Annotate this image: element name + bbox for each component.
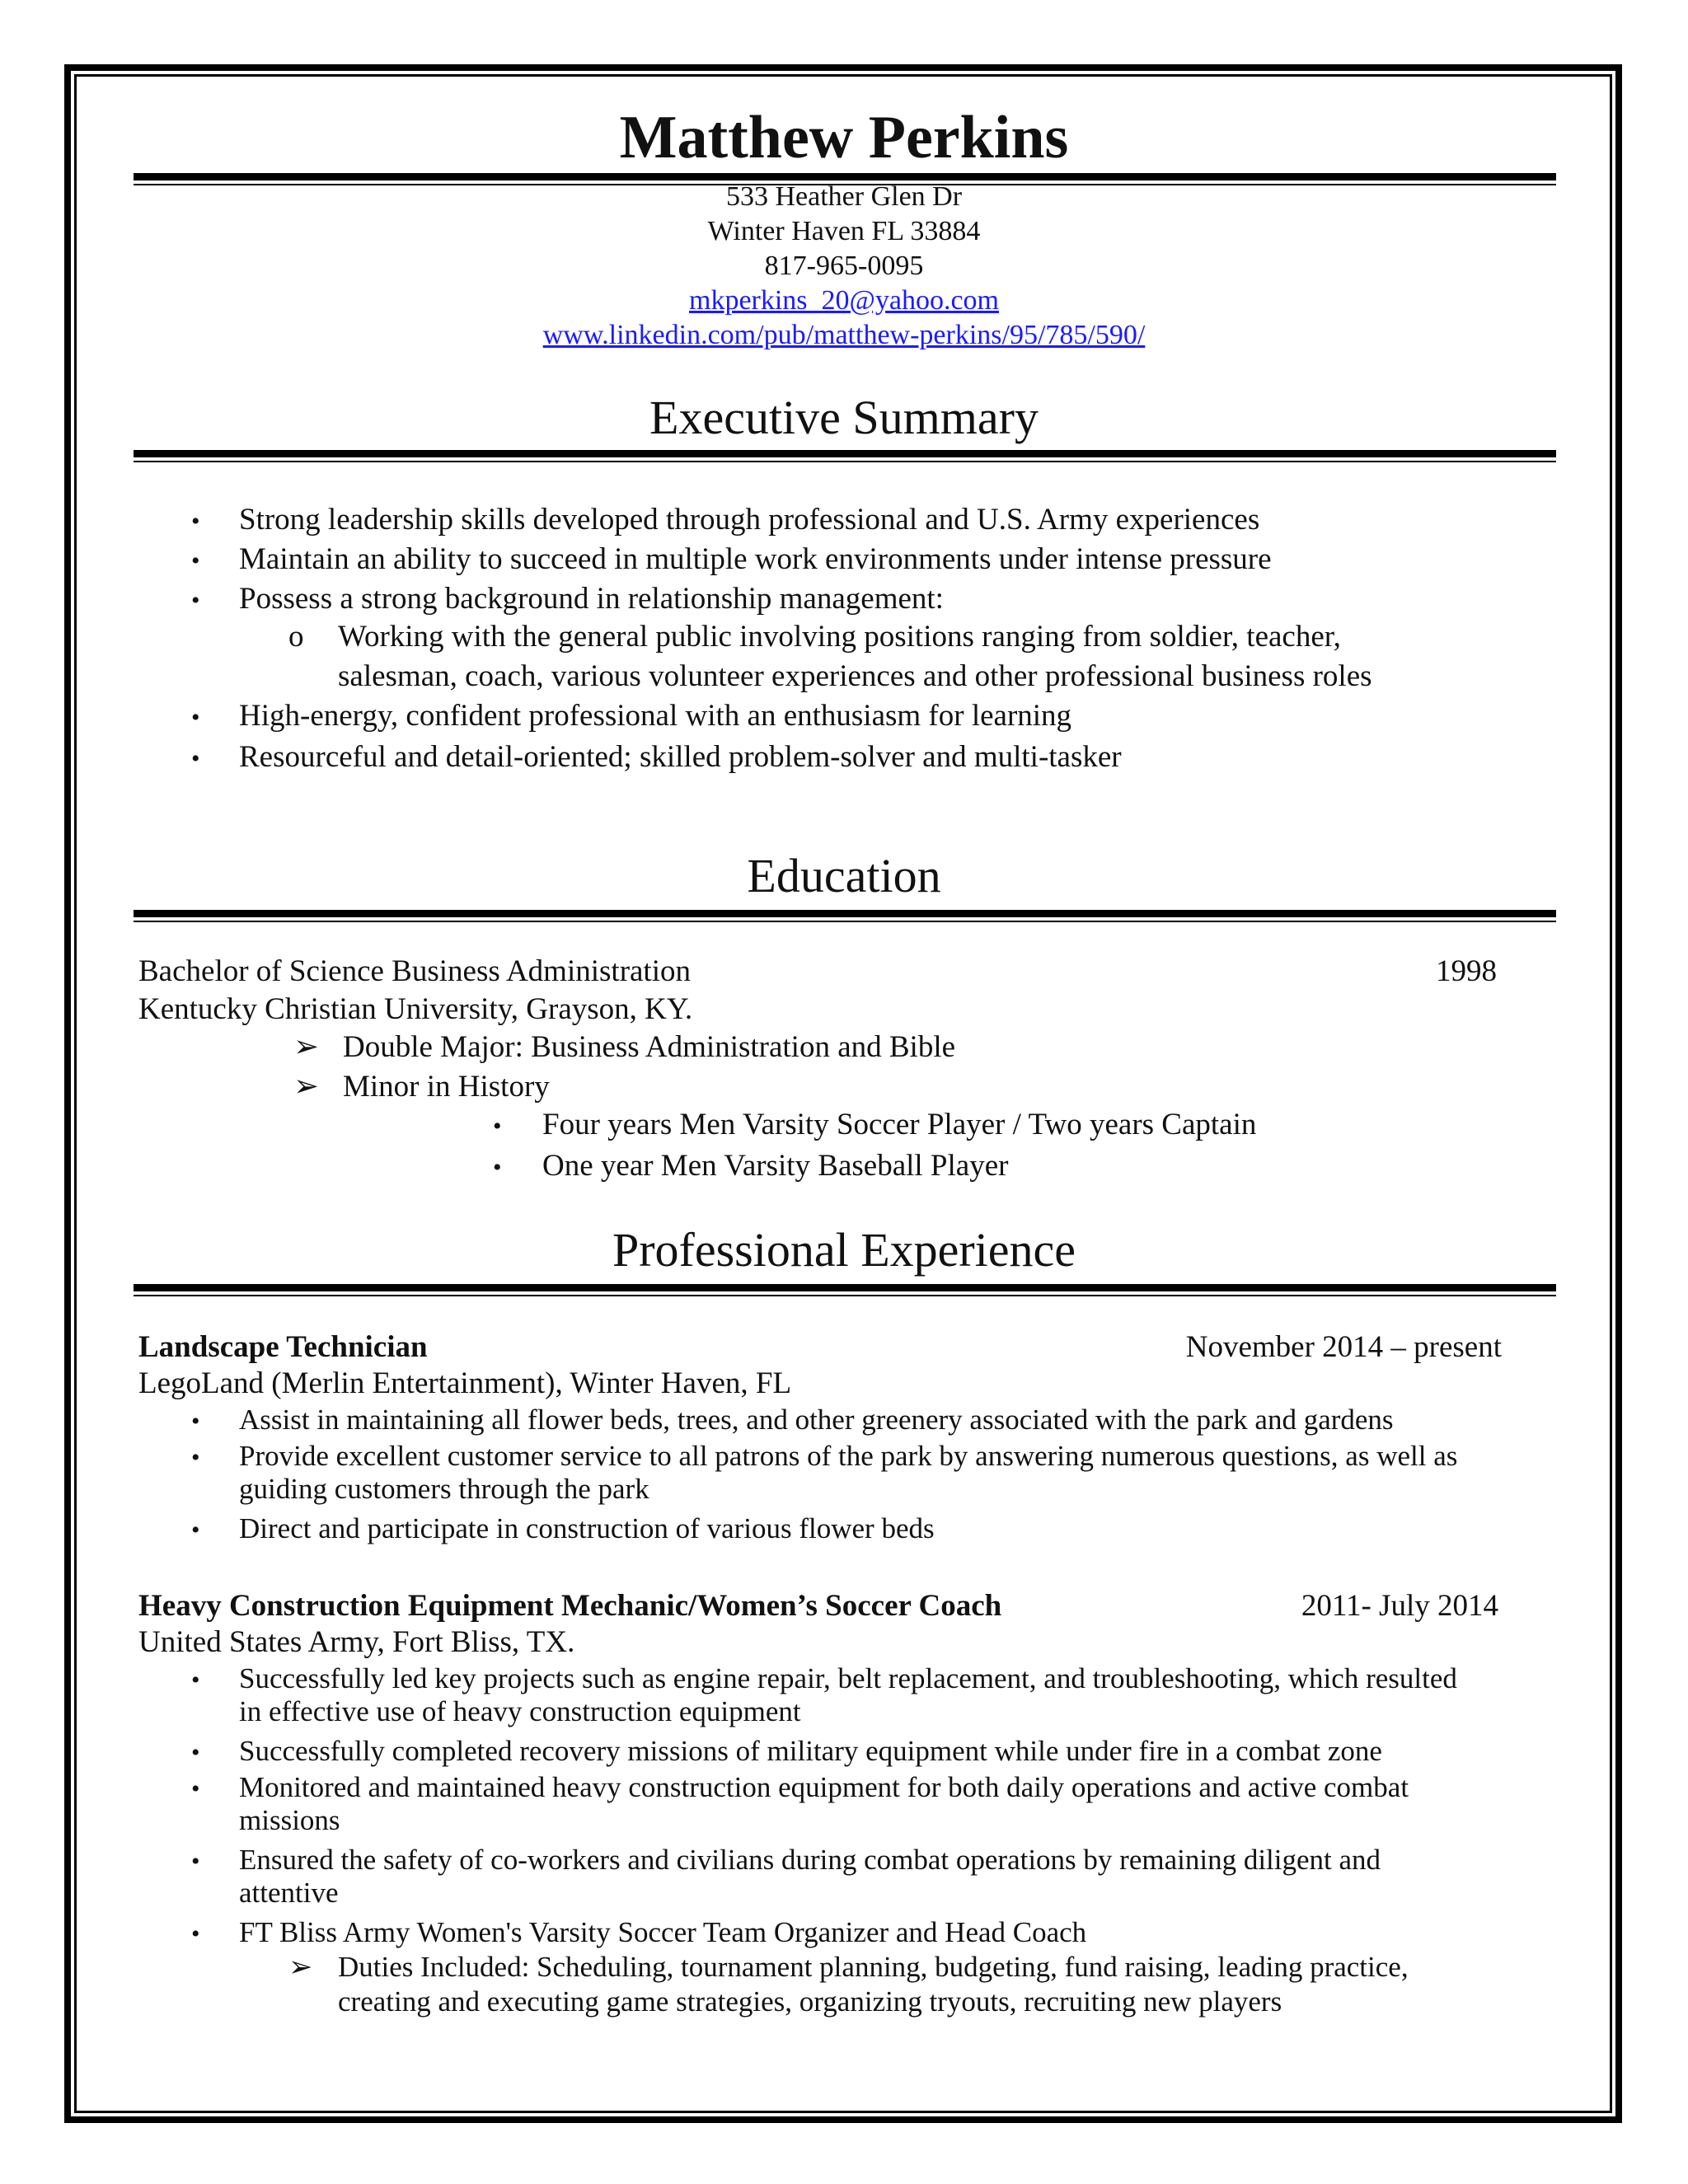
linkedin-row: [0, 318, 1688, 353]
experience-heading: Professional Experience: [612, 1223, 1076, 1277]
job-organization: United States Army, Fort Bliss, TX.: [138, 1625, 575, 1659]
experience-rule: [134, 1284, 1556, 1296]
address-line-2: Winter Haven FL 33884: [707, 216, 981, 246]
sub-bullet-icon: o: [288, 620, 304, 654]
job-duty: Provide excellent customer service to all patrons of the park by answering numerous questions, as well as: [239, 1440, 1458, 1472]
job-duty: Successfully led key projects such as engine repair, belt replacement, and troubleshooting, which resulted: [239, 1662, 1457, 1694]
bullet-icon: •: [191, 1775, 200, 1802]
job-subduty-cont: creating and executing game strategies, organizing tryouts, recruiting new players: [338, 1985, 1282, 2018]
job-duty-cont: guiding customers through the park: [239, 1473, 649, 1505]
bullet-icon: •: [191, 508, 200, 535]
education-rule: [134, 910, 1556, 922]
bullet-icon: •: [191, 587, 200, 614]
job-title: Landscape Technician: [138, 1330, 428, 1364]
summary-item: High-energy, confident professional with an enthusiasm for learning: [239, 699, 1072, 733]
summary-item: Strong leadership skills developed through professional and U.S. Army experiences: [239, 503, 1260, 537]
arrow-icon: ➢: [293, 1070, 320, 1104]
arrow-icon: ➢: [288, 1951, 313, 1983]
bullet-icon: •: [191, 1739, 200, 1766]
job-duty: Monitored and maintained heavy construction equipment for both daily operations and active combat: [239, 1771, 1409, 1803]
summary-item: Maintain an ability to succeed in multiple work environments under intense pressure: [239, 542, 1272, 576]
bullet-icon: •: [191, 745, 200, 772]
graduation-year: 1998: [1436, 954, 1497, 988]
arrow-icon: ➢: [293, 1030, 320, 1064]
education-detail: Minor in History: [343, 1070, 550, 1104]
job-duty-cont: missions: [239, 1804, 340, 1836]
summary-item: Possess a strong background in relationship management:: [239, 582, 944, 616]
school: Kentucky Christian University, Grayson, KY.: [138, 992, 693, 1026]
candidate-name: Matthew Perkins: [619, 104, 1069, 171]
summary-sub-item-cont: salesman, coach, various volunteer experiences and other professional business roles: [338, 659, 1372, 693]
job-duty: Direct and participate in construction of various flower beds: [239, 1512, 935, 1544]
linkedin-link[interactable]: www.linkedin.com/pub/matthew-perkins/95/785/590/: [542, 320, 1146, 350]
bullet-icon: •: [191, 1920, 200, 1947]
summary-sub-item: Working with the general public involving positions ranging from soldier, teacher,: [338, 620, 1341, 654]
bullet-icon: •: [493, 1154, 502, 1181]
email-link[interactable]: mkperkins_20@yahoo.com: [689, 285, 999, 316]
job-subduty: Duties Included: Scheduling, tournament planning, budgeting, fund raising, leading practice,: [338, 1951, 1409, 1983]
job-duty: Assist in maintaining all flower beds, trees, and other greenery associated with the park and gardens: [239, 1404, 1394, 1436]
bullet-icon: •: [191, 547, 200, 574]
summary-item: Resourceful and detail-oriented; skilled problem-solver and multi-tasker: [239, 740, 1122, 774]
job-title: Heavy Construction Equipment Mechanic/Women’s Soccer Coach: [138, 1589, 1002, 1623]
job-dates: November 2014 – present: [1185, 1330, 1502, 1364]
bullet-icon: •: [493, 1113, 502, 1140]
bullet-icon: •: [191, 1848, 200, 1875]
summary-heading: Executive Summary: [649, 391, 1039, 444]
degree: Bachelor of Science Business Administration: [138, 954, 691, 988]
activity-item: Four years Men Varsity Soccer Player / Two years Captain: [542, 1108, 1257, 1141]
email-row: [0, 284, 1688, 318]
address-line-1: 533 Heather Glen Dr: [725, 181, 963, 212]
bullet-icon: •: [191, 704, 200, 731]
education-heading: Education: [747, 849, 941, 902]
job-organization: LegoLand (Merlin Entertainment), Winter Haven, FL: [138, 1366, 792, 1400]
phone-number: 817-965-0095: [764, 251, 924, 281]
activity-item: One year Men Varsity Baseball Player: [542, 1149, 1009, 1183]
job-duty: Successfully completed recovery missions of military equipment while under fire in a combat zone: [239, 1735, 1382, 1767]
bullet-icon: •: [191, 1408, 200, 1435]
bullet-icon: •: [191, 1444, 200, 1471]
summary-rule: [134, 450, 1556, 462]
bullet-icon: •: [191, 1666, 200, 1694]
job-duty: Ensured the safety of co-workers and civilians during combat operations by remaining diligent and: [239, 1844, 1381, 1876]
education-detail: Double Major: Business Administration and Bible: [343, 1030, 956, 1064]
job-duty: FT Bliss Army Women's Varsity Soccer Team Organizer and Head Coach: [239, 1916, 1087, 1948]
job-duty-cont: in effective use of heavy construction equipment: [239, 1695, 801, 1727]
bullet-icon: •: [191, 1516, 200, 1544]
job-duty-cont: attentive: [239, 1877, 339, 1909]
job-dates: 2011- July 2014: [1301, 1589, 1498, 1623]
